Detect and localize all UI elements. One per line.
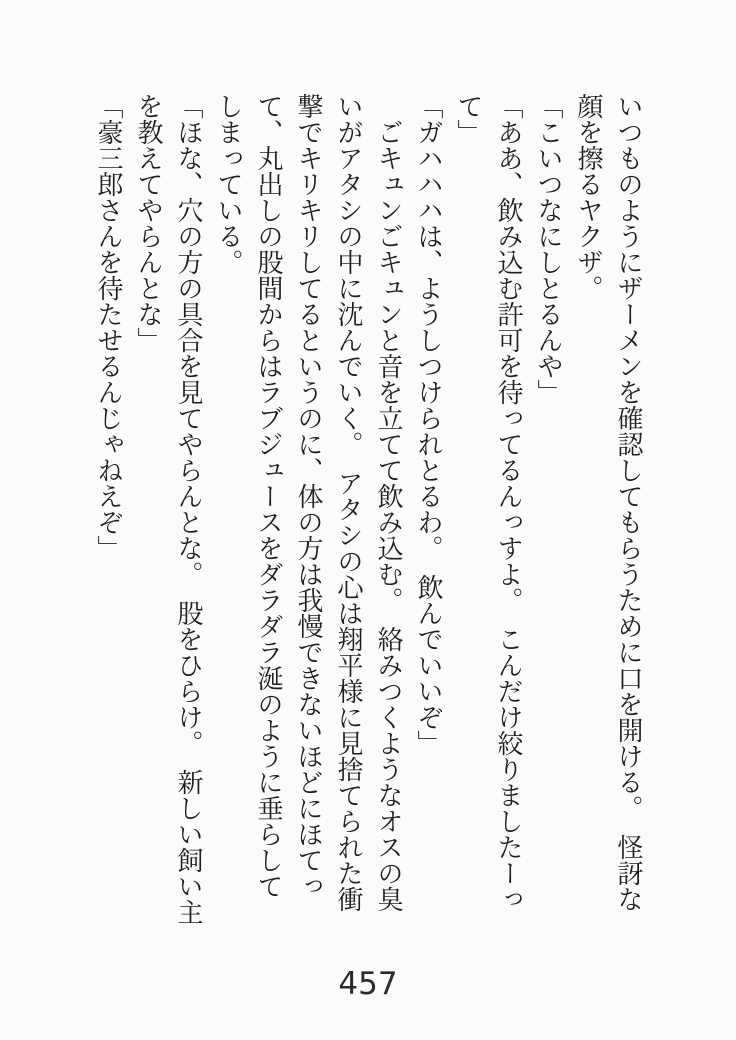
text-line: 「こいつなにしとるんや」 bbox=[533, 93, 563, 405]
text-line: しまっている。 bbox=[213, 93, 243, 275]
page-number: 457 bbox=[338, 966, 398, 1002]
text-line: 「豪三郎さんを待たせるんじゃねえぞ」 bbox=[93, 93, 123, 561]
page-text bbox=[88, 93, 648, 975]
text-line: いがアタシの中に沈んでいく。 アタシの心は翔平様に見捨てられた衝 bbox=[333, 93, 363, 912]
text-line: 「ほな、穴の方の具合を見てやらんとな。 股をひらけ。 新しい飼い主 bbox=[173, 93, 203, 925]
text-line: 撃でキリキリしてるというのに、体の方は我慢できないほどにほてっ bbox=[293, 93, 323, 899]
text-line: て、丸出しの股間からはラブジュースをダラダラ涎のように垂らして bbox=[253, 93, 283, 899]
text-line: を教えてやらんとな」 bbox=[133, 93, 163, 353]
text-line: て」 bbox=[453, 93, 483, 145]
text-line: いつものようにザーメンを確認してもらうために口を開ける。 怪訝な bbox=[613, 93, 643, 912]
text-line: 顔を擦るヤクザ。 bbox=[573, 93, 603, 301]
text-line: 「ガハハハは、ようしつけられとるわ。 飲んでいいぞ」 bbox=[413, 93, 443, 756]
text-line: 「ああ、飲み込む許可を待ってるんっすよ。 こんだけ絞りましたーっ bbox=[493, 93, 523, 912]
text-line: ごキュンごキュンと音を立てて飲み込む。 絡みつくようなオスの臭 bbox=[373, 93, 403, 912]
